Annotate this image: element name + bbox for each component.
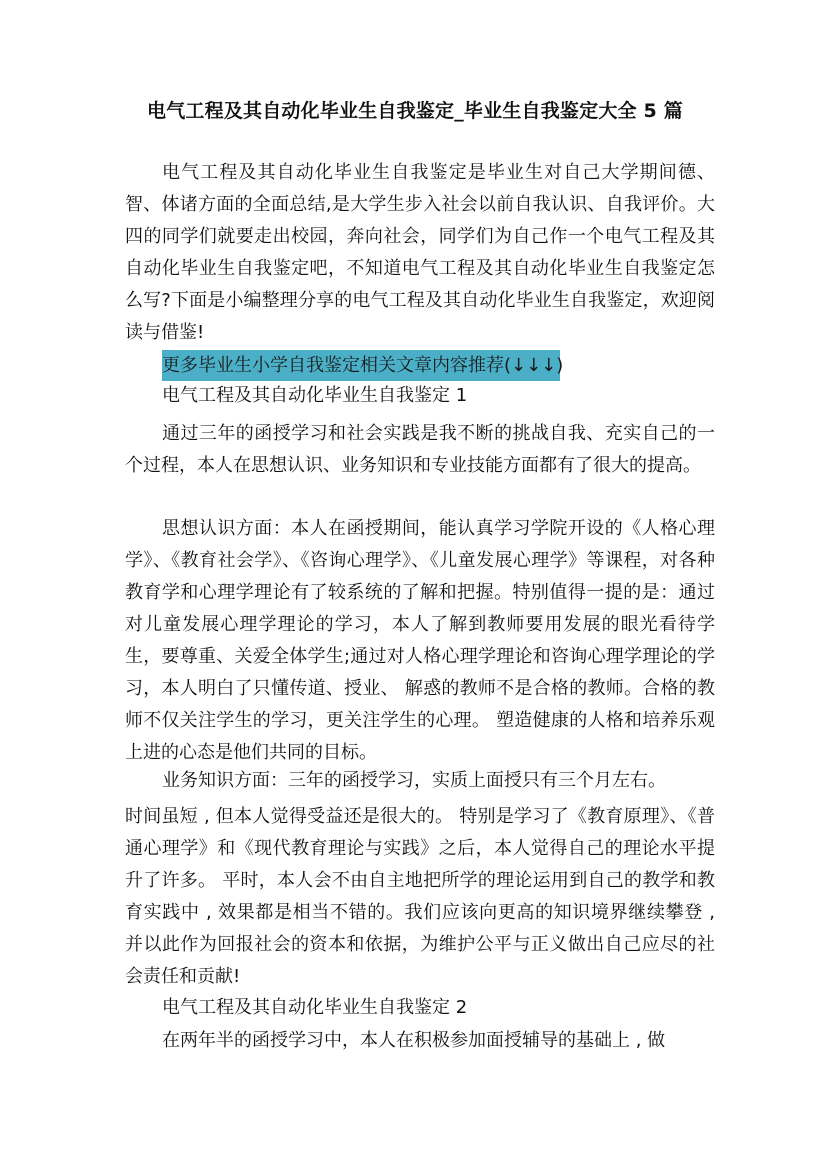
page-title: 电气工程及其自动化毕业生自我鉴定_毕业生自我鉴定大全 5 篇 xyxy=(147,100,683,122)
section2-paragraph-1: 在两年半的函授学习中，本人在积极参加面授辅导的基础上 , 做 xyxy=(162,1030,666,1051)
section-heading-1: 电气工程及其自动化毕业生自我鉴定 1 xyxy=(162,385,468,406)
recommend-link[interactable]: 更多毕业生小学自我鉴定相关文章内容推荐(↓↓↓) xyxy=(162,350,560,381)
section1-paragraph-1: 通过三年的函授学习和社会实践是我不断的挑战自我、充实自己的一个过程，本人在思想认识、业务知识和专业技能方面都有了很大的提高。 xyxy=(125,423,715,476)
intro-paragraph: 电气工程及其自动化毕业生自我鉴定是毕业生对自己大学期间德、智、体诸方面的全面总结,是大学生步入社会以前自我认识、自我评价。大四的同学们就要走出校园，奔向社会，同学们为自己作一个电气工程及其自动化毕业生自我鉴定吧，不知道电气工程及其自动化毕业生自我鉴定怎么写?下面是小编整理分享的电气工程及其自动化毕业生自我鉴定，欢迎阅读与借鉴! xyxy=(125,162,715,343)
section1-paragraph-3-first-line: 业务知识方面：三年的函授学习，实质上面授只有三个月左右。 xyxy=(162,770,666,791)
section-heading-2: 电气工程及其自动化毕业生自我鉴定 2 xyxy=(162,997,468,1018)
section1-paragraph-2: 思想认识方面：本人在函授期间，能认真学习学院开设的《人格心理学》、《教育社会学》、《咨询心理学》、《儿童发展心理学》等课程，对各种教育学和心理学理论有了较系统的了解和把握。特别值得一提的是：通过对儿童发展心理学理论的学习，本人了解到教师要用发展的眼光看待学生，要尊重、关爱全体学生;通过对人格心理学理论和咨询心理学理论的学习，本人明白了只懂传道、授业、 解惑的教师不是合格的教师。合格的教师不仅关注学生的学习，更关注学生的心理。 塑造健康的人格和培养乐观上进的心态是他们共同的目标。 xyxy=(125,518,715,763)
section1-paragraph-3: 时间虽短 , 但本人觉得受益还是很大的。 特别是学习了《教育原理》、《普通心理学》和《现代教育理论与实践》之后，本人觉得自己的理论水平提升了许多。 平时，本人会不由自主地把所学的理论运用到自己的教学和教育实践中 , 效果都是相当不错的。我们应该向更高的知识境界继续攀登 , 并以此作为回报社会的资本和依据，为维护公平与正义做出自己应尽的社会责任和贡献! xyxy=(125,806,715,987)
